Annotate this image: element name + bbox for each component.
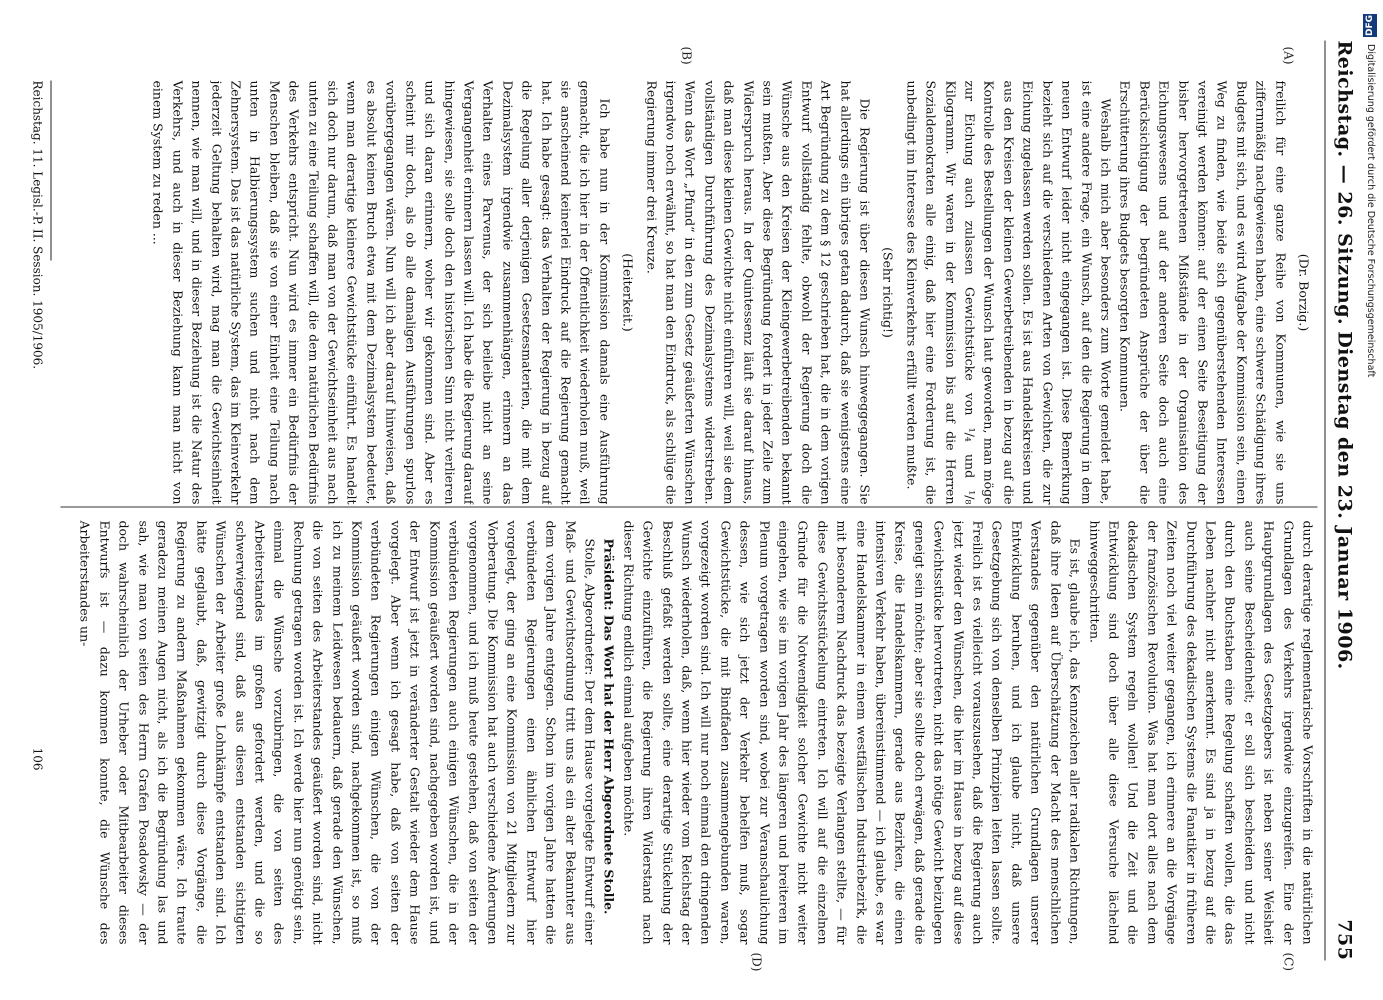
stolle-paragraph: Stolle, Abgeordneter: Der dem Hause vorgelegte Entwurf einer Maß- und Gewichtsordnung tritt uns als ein alter Bekannter aus dem vorigen Jahre entgegen. Schon im vorigen Jahre hatten die verbündeten Regierungen einen ähnlichen Entwurf hier vorgelegt, der ging an eine Kommission von 21 Mitgliedern zur Vorberatung. Die Kommission hat auch verschiedene Änderungen vorgenommen, und ich muß heute gestehen, daß von seiten der verbündeten Regierungen auch einigen Wünschen, die in der Kommission geäußert worden sind, nachgegeben worden ist, und der Entwurf ist jetzt in veränderter Gestalt wieder dem Hause vorgelegt. Aber wenn ich gesagt habe, daß von seiten der verbündeten Regierungen einigen Wünschen, die von der Kommission geäußert worden sind, nachgekommen ist, so muß ich zu meinem Leidwesen bedauern, daß gerade den Wünschen, die von seiten des Arbeiterstandes geäußert worden sind, nicht Rechnung getragen worden ist. Ich werde hier nun genötigt sein, einmal die Wünsche vorzubringen, die von seiten des Arbeiterstandes im großen gefordert werden, und die so schwerwiegend sind, daß aus diesen entstanden sichtigten Wünschen der Arbeiter große Lohnkämpfe entstanden sind. Ich hätte geglaubt, daß, gewitzigt durch diese Vorgänge, die Regierung zu andern Maßnahmen gekommen wäre. Ich traute geradezu meinen Augen nicht, als ich die Begründung las und sah, wie man von seiten des Herrn Grafen Posadowsky — der doch wahrscheinlich der Urheber oder Mitbearbeiter dieses Entwurfs ist — dazu kommen konnte, die Wünsche des Arbeiterstandes un- [77,520,597,944]
left-paragraph-3: Die Regierung ist über diesen Wunsch hinweggegangen. Sie hat allerdings ein übriges getan dadurch, daß sie wenigstens eine Art Begründung zu dem § 12 geschrieben hat, die in dem vorigen Entwurf vollständig fehlte, obwohl der Regierung doch die Wünsche aus den Kreisen der Kleingewerbetreibenden bekannt sein mußten. Aber diese Begründung fordert in jeder Zeile zum Widerspruch heraus. In der Quintessenz läuft sie darauf hinaus, daß man diese kleinen Gewichte nicht einführen will, weil sie dem vollständigen Durchführung des Dezimalsystems widerstreben. Wenn das Wort „Pfund“ in den zum Gesetz geäußerten Wünschen irgendwo noch erwähnt, so hat man den Eindruck, als schlüge die Regierung immer drei Kreuze. [643,80,873,504]
printer-signature: 106 [30,747,44,770]
left-paragraph-1: freilich für eine ganze Reihe von Kommunen, wie sie uns ziffernmäßig nachgewiesen haben, eine schwere Schädigung ihres Budgets mit sich, und es wird Aufgabe der Kommission sein, einen Weg zu finden, wie beide sich gegenüberstehenden Interessen vereinigt werden können: auf der einen Seite Beseitigung der bisher hervorgetretenen Mißstände in der Organisation des Eichungswesens und auf der anderen Seite doch auch eine Berücksichtigung der begründeten Ansprüche der über die Erschütterung ihres Budgets besorgten Kommunen. [1117,80,1288,504]
interjection-heiterkeit: (Heiterkeit.) [620,252,636,332]
margin-marker-a: (A) [1281,46,1295,65]
header-session: Reichstag. — 26. Sitzung. [1333,40,1355,325]
left-paragraph-2: Weshalb ich mich aber besonders zum Worte gemeldet habe, ist eine andere Frage, ein Wunsch, auf den die Regierung in dem neuen Entwurf leider nicht eingegangen ist. Diese Bemerkung bezieht sich auf die verschiedenen Arten von Gewichten, die zur Eichung zugelassen werden sollen. Es ist aus Handelskreisen und aus den Kreisen der kleinen Gewerbetreibenden in bezug auf die Kontrolle des Bestellungen der Wunsch laut geworden, man möge zur Eichung auch zulassen Gewichtstücke von ¹/₄ und ¹/₈ Kilogramm. Wir waren in der Kommission bis auf die Herren Sozialdemokraten alle einig, daß hier eine Forderung ist, die unbedingt im Interesse des Kleinverkehrs erfüllt werden mußte. [903,80,1113,504]
margin-marker-b: (B) [679,46,693,65]
header-date: Dienstag den 23. Januar 1906. [1333,330,1355,670]
left-column [40,80,1317,504]
footer-session: Reichstag. 11. Legisl.-P. II. Session. 1905/1906. [30,80,44,369]
speaker-note: (Dr. Borzig.) [1296,253,1311,331]
page-header [1321,40,1355,960]
header-rule [1324,40,1325,960]
margin-marker-c: (C) [1281,952,1295,971]
right-paragraph-1: durch derartige reglementarische Vorschriften in die natürlichen Grundlagen des Verkehrs irgendwie einzugreifen. Eine der Hauptgrundlagen des Gesetzgebers ist neben seiner Weisheit auch seine Bescheidenheit; er soll sich bescheiden und nicht durch den Buchstaben eine Regelung schaffen wollen, die das Leben nachher nicht anerkennt. Es sind ja in bezug auf die Durchführung des dekadischen Systems die Fanatiker in früheren Zeiten noch viel weiter gegangen, ich erinnere an die Vorgänge der französischen Revolution. Was hat man dort alles nach dem dekadischen System regeln wollen! Und die Zeit und die Entwicklung sind doch über alle diese Versuche lächelnd hinweggeschritten. [1086,520,1315,944]
right-column [40,520,1317,944]
dfg-credit-text: Digitalisierung gefördert durch die Deutsche Forschungsgemeinschaft [1365,44,1376,378]
right-paragraph-2: Es ist, glaube ich, das Kennzeichen aller radikalen Richtungen, daß ihre Ideen auf Überschätzung der Macht des menschlichen Verstandes gegenüber den natürlichen Grundlagen unserer Entwicklung beruhen, und ich glaube nicht, daß unsere Gesetzgebung sich von denselben Prinzipien leiten lassen sollte. Freilich ist es vielleicht vorauszusehen, daß die Regierung auch jetzt wieder den Wünschen, die hier im Hause in bezug auf diese Gewichtsstücke hervortreten, nicht das nötige Gewicht beizulegen geneigt sein möchte; aber sie sollte doch erwägen, daß gerade die Kreise, die Handelskammern, gerade aus Bezirken, die einen intensiven Verkehr haben, übereinstimmend — ich glaube, es war eine Handelskammer in einem westfälischen Industriebezirk, die mit besonderem Nachdruck das bezeigte Verlangen stellte, — für diese Gewichtsstückelung eintreten. Ich will auf die einzelnen Gründe für die Notwendigkeit solcher Gewichte nicht weiter eingehen, wie sie im vorigen Jahr des längeren und breiteren im Plenum vorgetragen worden sind, wobei zur Veranschaulichung dessen, wie sich jetzt der Verkehr behelfen muß, sogar Gewichtstücke, die mit Bindfaden zusammengebunden waren, vorgezeigt worden sind. Ich will nur noch einmal den dringenden Wunsch wiederholen, daß, wenn hier wieder vom Reichstag der Beschluß gefaßt werden sollte, eine derartige Stückelung der Gewichte einzuführen, die Regierung ihren Widerstand nach dieser Richtung endlich einmal aufgeben möchte. [620,520,1083,944]
dfg-logo: DFG [1365,15,1375,37]
interjection-sehr-richtig: (Sehr richtig!) [880,246,896,338]
side-credit [1363,14,1379,378]
column-divider [60,506,1317,507]
margin-marker-d: (D) [749,952,763,971]
left-paragraph-4: Ich habe nun in der Kommission damals eine Ausführung gemacht, die ich hier in der Öffentlichkeit wiederholen muß, weil sie anscheinend keinerlei Eindruck auf die Regierung gemacht hat. Ich habe gesagt: das Verhalten der Regierung in bezug auf die Regelung aller derjenigen Gesetzesmaterien, die mit dem Dezimalsystem irgendwie zusammenhängen, erinnern an das Verhalten eines Parvenus, der sich beileibe nicht an seine Vergangenheit erinnern lassen will. Ich habe die Regierung darauf hingewiesen, sie solle doch den historischen Sinn nicht verlieren und sich daran erinnern, woher wir gekommen sind. Aber es scheint mir doch, als ob alle damaligen Ausführungen spurlos vorübergegangen wären. Nun will ich aber darauf hinweisen, daß es absolut keinen Bruch etwa mit dem Dezimalsystem bedeutet, wenn man derartige kleinere Gewichtstücke einführt. Es handelt sich doch nur darum, daß man von der Gewichtseinheit aus nach unten zu eine Teilung schaffen will, die dem natürlichen Bedürfnis des Verkehrs entspricht. Nun wird es immer ein Bedürfnis der Menschen bleiben, daß sie von einer Einheit eine Teilung nach unten in Halbierungssystem suchen und nicht nach dem Zehnersystem. Das ist das natürliche System, das im Kleinverkehr jederzeit Geltung behalten wird, mag man die Gewichtseinheit nennen, wie man will, und in dieser Beziehung ist die Natur des Verkehrs, und auch in dieser Beziehung kann man nicht von einem System zu reden ... [150,80,612,504]
footer-rule [50,80,51,260]
president-line: Präsident: Das Wort hat der Herr Abgeordnete Stolle. [601,538,617,914]
page-number: 755 [1333,918,1355,960]
